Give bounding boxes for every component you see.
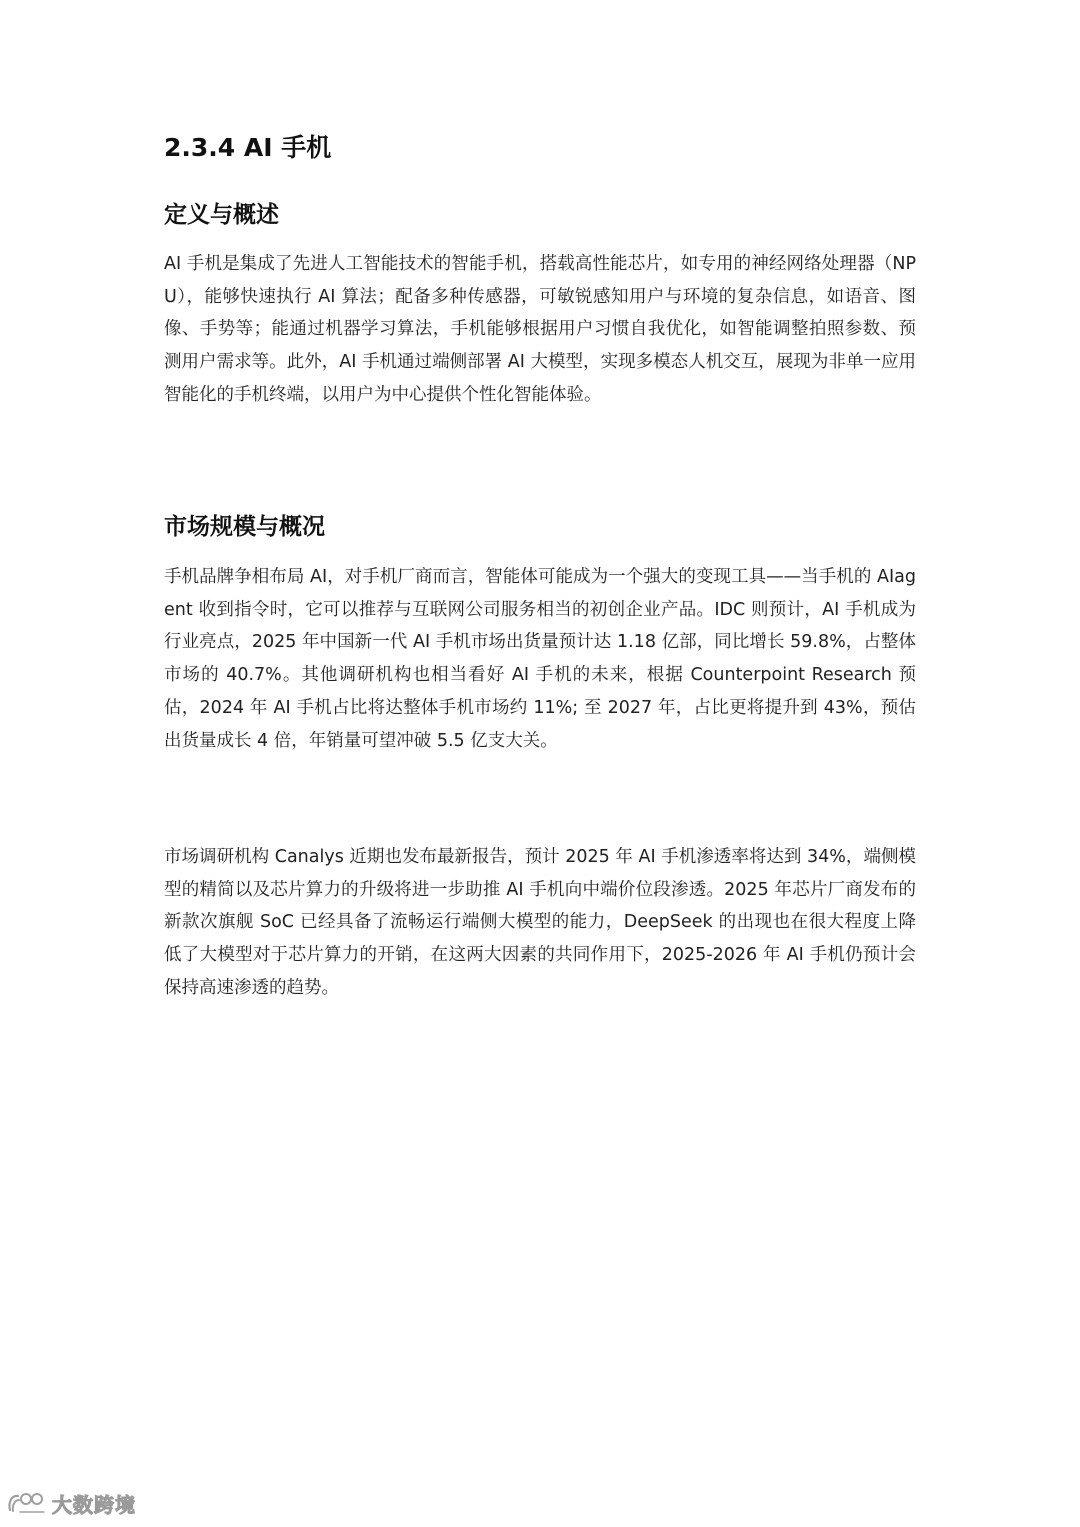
watermark — [6, 1488, 136, 1518]
watermark-text: 大数跨境 — [52, 1492, 136, 1517]
definition-heading: 定义与概述 — [164, 202, 279, 228]
brand-logo-icon — [6, 1490, 50, 1516]
section-title: 2.3.4 AI 手机 — [164, 133, 332, 162]
market-paragraph-1: 手机品牌争相布局 AI，对手机厂商而言，智能体可能成为一个强大的变现工具——当手机的 AIagent 收到指令时，它可以推荐与互联网公司服务相当的初创企业产品。IDC 则预计，AI 手机成为行业亮点，2025 年中国新一代 AI 手机市场出货量预计达 1.18 亿部，同比增长 59.8%，占整体市场的 40.7%。其他调研机构也相当看好 AI 手机的未来，根据 Counterpoint Research 预估，2024 年 AI 手机占比将达整体手机市场约 11%; 至 2027 年，占比更将提升到 43%，预估出货量成长 4 倍，年销量可望冲破 5.5 亿支大关。 — [164, 567, 916, 751]
market-heading: 市场规模与概况 — [164, 514, 325, 540]
market-paragraph-2: 市场调研机构 Canalys 近期也发布最新报告，预计 2025 年 AI 手机渗透率将达到 34%，端侧模型的精简以及芯片算力的升级将进一步助推 AI 手机向中端价位段渗透。2025 年芯片厂商发布的新款次旗舰 SoC 已经具备了流畅运行端侧大模型的能力，DeepSeek 的出现也在很大程度上降低了大模型对于芯片算力的开销，在这两大因素的共同作用下，2025-2026 年 AI 手机仍预计会保持高速渗透的趋势。 — [164, 847, 916, 998]
definition-paragraph: AI 手机是集成了先进人工智能技术的智能手机，搭载高性能芯片，如专用的神经网络处理器（NPU），能够快速执行 AI 算法；配备多种传感器，可敏锐感知用户与环境的复杂信息，如语音、图像、手势等；能通过机器学习算法，手机能够根据用户习惯自我优化，如智能调整拍照参数、预测用户需求等。此外，AI 手机通过端侧部署 AI 大模型，实现多模态人机交互，展现为非单一应用智能化的手机终端，以用户为中心提供个性化智能体验。 — [164, 254, 916, 405]
